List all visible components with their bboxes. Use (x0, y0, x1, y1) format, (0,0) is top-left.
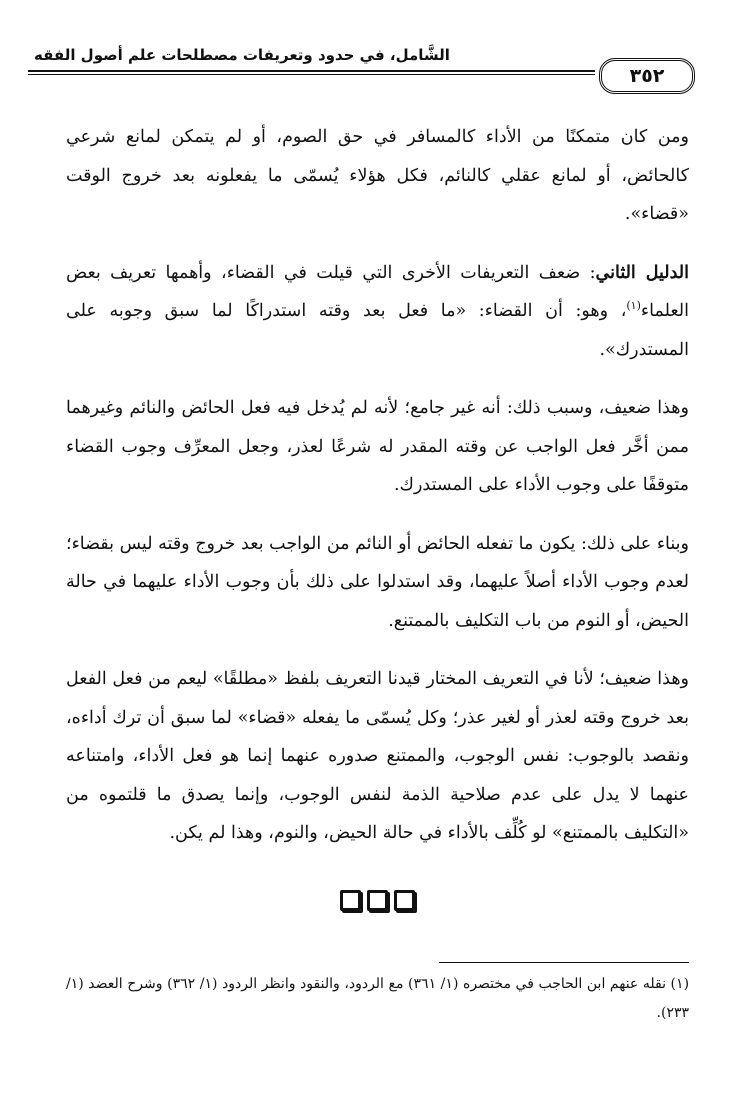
page-number-badge (599, 58, 695, 94)
paragraph-2-text-a: : ضعف التعريفات الأخرى التي قيلت في القضاء، وأهمها تعريف بعض العلماء (66, 262, 689, 321)
running-title: الشَّامل، في حدود وتعريفات مصطلحات علم أصول الفقه (34, 46, 450, 64)
page-header (28, 40, 695, 100)
footnote-divider (439, 962, 689, 963)
second-evidence-label: الدليل الثاني (595, 262, 689, 283)
paragraph-2-text-b: ، وهو: أن القضاء: «ما فعل بعد وقته استدراكًا لما سبق وجوبه على المستدرك». (66, 301, 689, 360)
section-end-ornament (0, 890, 755, 911)
end-box-icon (340, 890, 361, 911)
end-box-icon (367, 890, 388, 911)
header-rule (28, 70, 595, 75)
footnote-reference[interactable]: (١) (626, 299, 641, 313)
main-text (66, 118, 689, 873)
paragraph-2 (66, 254, 689, 370)
footnote: (١) نقله عنهم ابن الحاجب في مختصره (١/ ٣٦١) مع الردود، والنقود وانظر الردود (١/ ٣٦٢) وشرح العضد (١/ ٢٣٣). (66, 976, 690, 1021)
paragraph-1: ومن كان متمكنًا من الأداء كالمسافر في حق الصوم، أو لم يتمكن لمانع شرعي كالحائض، أو لمانع عقلي كالنائم، فكل هؤلاء يُسمّى ما يفعلونه بعد خروج الوقت «قضاء». (66, 127, 689, 224)
page-number: ٣٥٢ (629, 65, 665, 87)
paragraph-5: وهذا ضعيف؛ لأنا في التعريف المختار قيدنا التعريف بلفظ «مطلقًا» ليعم من فعل الفعل بعد خروج وقته لعذر أو لغير عذر؛ وكل يُسمّى ما يفعله «قضاء» لما سبق أن ترك أداءه، ونقصد بالوجوب: نفس الوجوب، والممتنع صدوره عنهما إنما هو فعل الأداء، وامتناعه عنهما لا يدل على عدم صلاحية الذمة لنفس الوجوب، وإنما يصدق ما قلتموه من «التكليف بالممتنع» لو كُلِّف بالأداء في حالة الحيض، والنوم، وهذا لم يكن. (66, 669, 689, 843)
paragraph-3: وهذا ضعيف، وسبب ذلك: أنه غير جامع؛ لأنه لم يُدخل فيه فعل الحائض والنائم وغيرهما ممن أخَّر فعل الواجب عن وقته المقدر له شرعًا لعذر، وجعل المعرِّف وجوب القضاء متوقفًا على وجوب الأداء على المستدرك. (66, 398, 689, 495)
paragraph-4: وبناء على ذلك: يكون ما تفعله الحائض أو النائم من الواجب بعد خروج وقته ليس بقضاء؛ لعدم وجوب الأداء أصلاً عليهما، وقد استدلوا على ذلك بأن وجوب الأداء عليهما في حالة الحيض، أو النوم من باب التكليف بالممتنع. (66, 533, 689, 631)
end-box-icon (394, 890, 415, 911)
